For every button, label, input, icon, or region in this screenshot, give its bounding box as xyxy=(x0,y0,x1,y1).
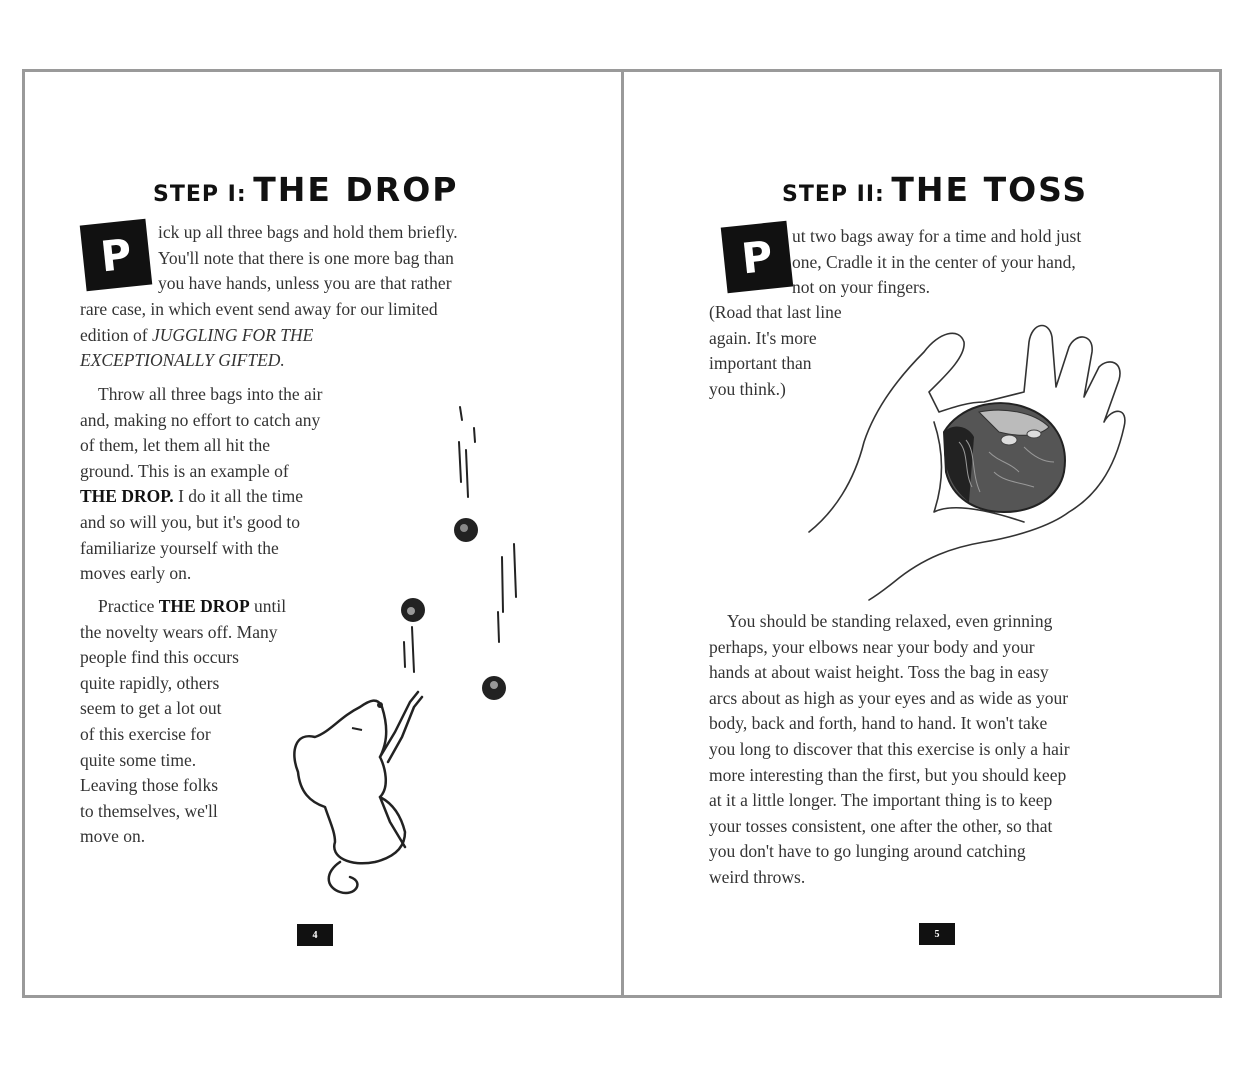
bold-term: THE DROP. xyxy=(80,486,174,507)
toss-paragraph xyxy=(709,609,1179,891)
text-line: Leaving those folks xyxy=(80,775,219,796)
text-fragment: edition of xyxy=(80,324,152,345)
text-line: and so will you, but it's good to xyxy=(80,511,300,532)
heading-step-label: STEP II: xyxy=(782,182,885,207)
text-line: quite rapidly, others xyxy=(80,672,220,693)
text-line: you long to discover that this exercise is only a hair xyxy=(709,738,1070,759)
text-fragment: until xyxy=(249,596,287,616)
text-line: people find this occurs xyxy=(80,647,239,668)
text-line: You'll note that there is one more bag than xyxy=(158,247,454,268)
text-line: one, Cradle it in the center of your hand, xyxy=(792,251,1076,272)
heading-title: THE DROP xyxy=(253,170,459,209)
text-line: Throw all three bags into the air xyxy=(98,384,323,404)
text-line: important than xyxy=(709,353,812,374)
text-line: move on. xyxy=(80,826,146,847)
text-line: familiarize yourself with the xyxy=(80,537,279,558)
text-line: moves early on. xyxy=(80,563,192,584)
text-line: weird throws. xyxy=(709,866,806,887)
text-line: (Road that last line xyxy=(709,302,842,322)
mouse-falling-bags-illustration xyxy=(280,402,560,902)
text-line: perhaps, your elbows near your body and your xyxy=(709,636,1035,657)
text-line: not on your fingers. xyxy=(792,277,931,298)
text-line: you don't have to go lunging around catching xyxy=(709,841,1026,862)
text-fragment: I do it all the time xyxy=(173,486,303,507)
intro-paragraph xyxy=(792,224,1172,301)
text-line: body, back and forth, hand to hand. It won't take xyxy=(709,713,1048,734)
book-title-italic: EXCEPTIONALLY GIFTED. xyxy=(80,350,285,371)
text-line: you think.) xyxy=(709,378,786,399)
text-line: your tosses consistent, one after the other, so that xyxy=(709,815,1053,836)
bean-bag-icon xyxy=(944,403,1065,512)
heading-step-label: STEP I: xyxy=(153,182,247,207)
page-heading xyxy=(782,170,1088,209)
book-title-italic: JUGGLING FOR THE xyxy=(151,324,314,345)
mouse-figure xyxy=(294,692,422,893)
text-line: quite some time. xyxy=(80,749,197,770)
text-line: again. It's more xyxy=(709,327,817,348)
right-page xyxy=(624,72,1219,995)
text-fragment: Practice xyxy=(98,596,159,616)
text-line: rare case, in which event send away for our limited xyxy=(80,299,438,319)
drop-cap: P xyxy=(721,221,794,294)
text-line: more interesting than the first, but you should keep xyxy=(709,764,1067,785)
text-line: you have hands, unless you are that rather xyxy=(158,273,452,294)
page-heading xyxy=(153,170,458,209)
heading-title: THE TOSS xyxy=(891,170,1089,209)
text-line: of them, let them all hit the xyxy=(80,435,271,456)
text-line: the novelty wears off. Many xyxy=(80,621,278,642)
bold-term: THE DROP xyxy=(158,596,250,616)
text-line: seem to get a lot out xyxy=(80,698,222,719)
page-number-badge: 4 xyxy=(297,924,333,946)
text-line: of this exercise for xyxy=(80,723,211,744)
text-line: arcs about as high as your eyes and as wide as your xyxy=(709,687,1069,708)
text-line: ick up all three bags and hold them briefly. xyxy=(158,222,458,242)
text-line: You should be standing relaxed, even grinning xyxy=(727,611,1053,631)
intro-paragraph-end xyxy=(80,297,580,374)
drop-cap: P xyxy=(80,219,153,292)
text-line: to themselves, we'll xyxy=(80,800,218,821)
text-line: and, making no effort to catch any xyxy=(80,409,321,430)
text-line: ut two bags away for a time and hold just xyxy=(792,226,1082,246)
text-line: at it a little longer. The important thing is to keep xyxy=(709,790,1053,811)
text-line: ground. This is an example of xyxy=(80,460,289,481)
hand-holding-bag-illustration xyxy=(794,312,1134,602)
left-page xyxy=(25,72,621,995)
text-line: hands at about waist height. Toss the bag in easy xyxy=(709,662,1049,683)
intro-paragraph-start xyxy=(158,220,598,297)
page-number-badge: 5 xyxy=(919,923,955,945)
text-line xyxy=(80,323,580,349)
